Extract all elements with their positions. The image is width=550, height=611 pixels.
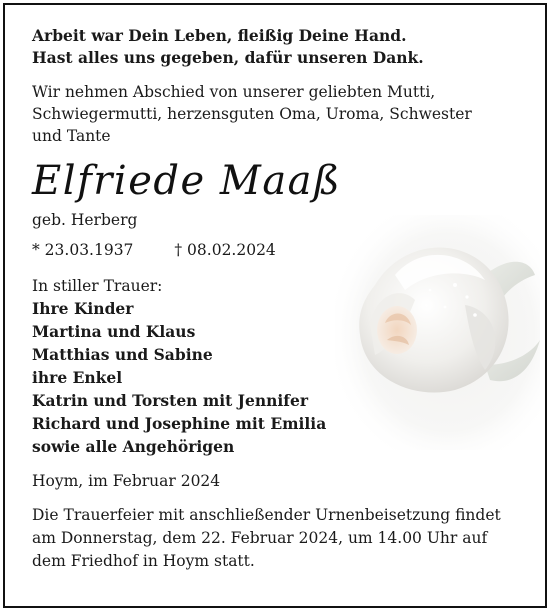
intro-text	[32, 81, 529, 147]
motto-line: Arbeit war Dein Leben, fleißig Deine Hand.	[32, 26, 407, 45]
mourners-list	[32, 297, 529, 458]
obituary-notice	[3, 3, 547, 608]
birth-date: * 23.03.1937	[32, 241, 134, 259]
mourner-line: Matthias und Sabine	[32, 345, 213, 364]
life-dates	[32, 239, 529, 261]
intro-line: Wir nehmen Abschied von unserer geliebten Mutti,	[32, 83, 436, 101]
mourner-line: Richard und Josephine mit Emilia	[32, 414, 327, 433]
mourner-line: ihre Enkel	[32, 368, 123, 387]
notice-content	[32, 25, 529, 573]
mourner-line: Katrin und Torsten mit Jennifer	[32, 391, 309, 410]
birth-name: geb. Herberg	[32, 211, 138, 229]
mourner-line: Martina und Klaus	[32, 322, 196, 341]
service-info	[32, 504, 502, 573]
motto-line: Hast alles uns gegeben, dafür unseren Dank.	[32, 48, 424, 67]
death-date: † 08.02.2024	[174, 241, 276, 259]
mourners-block	[32, 275, 529, 458]
mourner-line: Ihre Kinder	[32, 299, 134, 318]
intro-line: Schwiegermutti, herzensguten Oma, Uroma, Schwester	[32, 105, 472, 123]
service-line: Die Trauerfeier mit anschließender Urnenbeisetzung findet	[32, 506, 501, 524]
motto	[32, 25, 529, 69]
service-line: dem Friedhof in Hoym statt.	[32, 552, 255, 570]
intro-line: und Tante	[32, 127, 111, 145]
mourners-label: In stiller Trauer:	[32, 277, 163, 295]
mourner-line: sowie alle Angehörigen	[32, 437, 235, 456]
place-date: Hoym, im Februar 2024	[32, 472, 221, 490]
deceased-name: Elfriede Maaß	[32, 158, 342, 204]
service-line: am Donnerstag, dem 22. Februar 2024, um 14.00 Uhr auf	[32, 529, 488, 547]
